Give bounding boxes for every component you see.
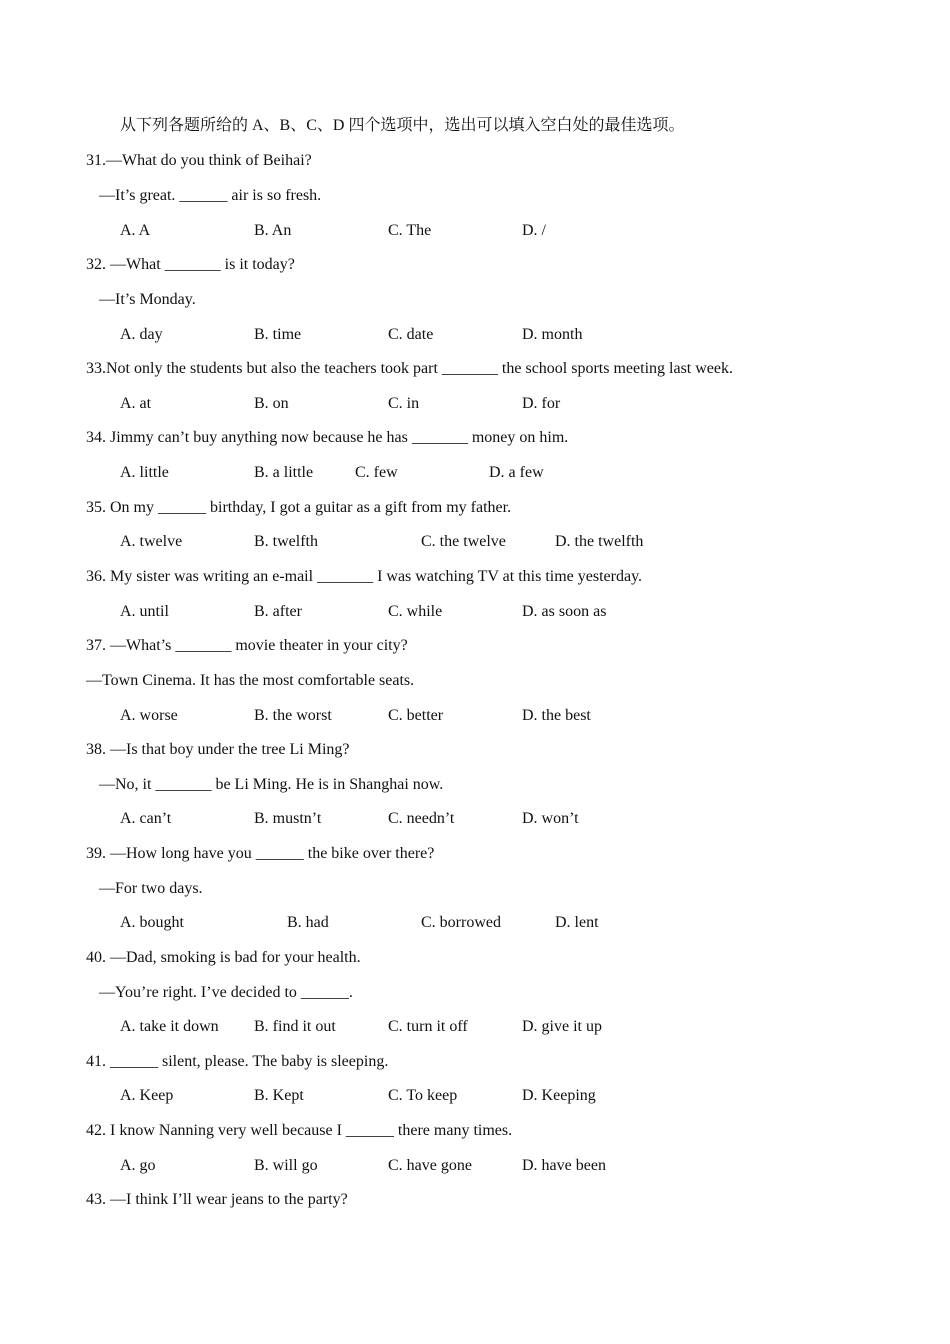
question-38-reply: —No, it _______ be Li Ming. He is in Shanghai now. <box>99 776 444 793</box>
question-42-option-b: B. will go <box>254 1157 318 1174</box>
question-32-reply: —It’s Monday. <box>99 291 196 308</box>
question-38-option-a: A. can’t <box>120 810 172 827</box>
question-36-option-d: D. as soon as <box>522 603 607 620</box>
question-35-prompt: 35. On my ______ birthday, I got a guitar as a gift from my father. <box>86 499 512 516</box>
question-41-option-a: A. Keep <box>120 1087 174 1104</box>
question-37-option-d: D. the best <box>522 707 591 724</box>
question-33-prompt: 33.Not only the students but also the teachers took part _______ the school sports meeting last week. <box>86 360 733 377</box>
question-37-reply: —Town Cinema. It has the most comfortable seats. <box>86 672 415 689</box>
question-42-prompt: 42. I know Nanning very well because I ______ there many times. <box>86 1122 513 1139</box>
question-31-prompt: 31.—What do you think of Beihai? <box>86 152 312 169</box>
question-40-option-d: D. give it up <box>522 1018 602 1035</box>
question-37-prompt: 37. —What’s _______ movie theater in your city? <box>86 637 408 654</box>
question-40-reply: —You’re right. I’ve decided to ______. <box>99 984 353 1001</box>
question-31-option-c: C. The <box>388 222 432 239</box>
question-39-option-b: B. had <box>287 914 329 931</box>
question-38-option-d: D. won’t <box>522 810 579 827</box>
question-35-option-a: A. twelve <box>120 533 183 550</box>
question-39-prompt: 39. —How long have you ______ the bike over there? <box>86 845 435 862</box>
question-31-reply: —It’s great. ______ air is so fresh. <box>99 187 322 204</box>
question-36-prompt: 36. My sister was writing an e-mail _______ I was watching TV at this time yesterday. <box>86 568 643 585</box>
question-35-option-b: B. twelfth <box>254 533 318 550</box>
question-42-option-c: C. have gone <box>388 1157 472 1174</box>
question-32-option-b: B. time <box>254 326 302 343</box>
question-36-option-a: A. until <box>120 603 169 620</box>
question-31-option-a: A. A <box>120 222 151 239</box>
question-42-option-a: A. go <box>120 1157 156 1174</box>
question-39-option-d: D. lent <box>555 914 599 931</box>
question-32-option-c: C. date <box>388 326 434 343</box>
question-34-option-d: D. a few <box>489 464 544 481</box>
question-40-option-a: A. take it down <box>120 1018 219 1035</box>
question-40-option-b: B. find it out <box>254 1018 336 1035</box>
question-32-option-d: D. month <box>522 326 583 343</box>
question-34-prompt: 34. Jimmy can’t buy anything now because he has _______ money on him. <box>86 429 569 446</box>
question-37-option-c: C. better <box>388 707 444 724</box>
question-31-option-b: B. An <box>254 222 292 239</box>
question-32-option-a: A. day <box>120 326 163 343</box>
question-40-option-c: C. turn it off <box>388 1018 468 1035</box>
question-43-prompt: 43. —I think I’ll wear jeans to the party? <box>86 1191 348 1208</box>
question-37-option-a: A. worse <box>120 707 178 724</box>
question-34-option-c: C. few <box>355 464 398 481</box>
question-32-prompt: 32. —What _______ is it today? <box>86 256 295 273</box>
question-41-option-d: D. Keeping <box>522 1087 596 1104</box>
question-33-option-b: B. on <box>254 395 289 412</box>
question-41-option-c: C. To keep <box>388 1087 458 1104</box>
question-41-option-b: B. Kept <box>254 1087 304 1104</box>
question-34-option-b: B. a little <box>254 464 314 481</box>
question-40-prompt: 40. —Dad, smoking is bad for your health. <box>86 949 361 966</box>
question-38-prompt: 38. —Is that boy under the tree Li Ming? <box>86 741 350 758</box>
question-37-option-b: B. the worst <box>254 707 332 724</box>
question-33-option-c: C. in <box>388 395 420 412</box>
question-38-option-c: C. needn’t <box>388 810 455 827</box>
question-33-option-d: D. for <box>522 395 561 412</box>
question-35-option-d: D. the twelfth <box>555 533 644 550</box>
question-33-option-a: A. at <box>120 395 152 412</box>
instruction-text: 从下列各题所给的 A、B、C、D 四个选项中，选出可以填入空白处的最佳选项。 <box>120 117 685 134</box>
question-39-option-a: A. bought <box>120 914 184 931</box>
question-39-option-c: C. borrowed <box>421 914 501 931</box>
question-35-option-c: C. the twelve <box>421 533 506 550</box>
question-38-option-b: B. mustn’t <box>254 810 322 827</box>
question-39-reply: —For two days. <box>99 880 203 897</box>
question-31-option-d: D. / <box>522 222 546 239</box>
question-42-option-d: D. have been <box>522 1157 606 1174</box>
question-36-option-b: B. after <box>254 603 302 620</box>
question-34-option-a: A. little <box>120 464 169 481</box>
question-41-prompt: 41. ______ silent, please. The baby is sleeping. <box>86 1053 389 1070</box>
question-36-option-c: C. while <box>388 603 443 620</box>
